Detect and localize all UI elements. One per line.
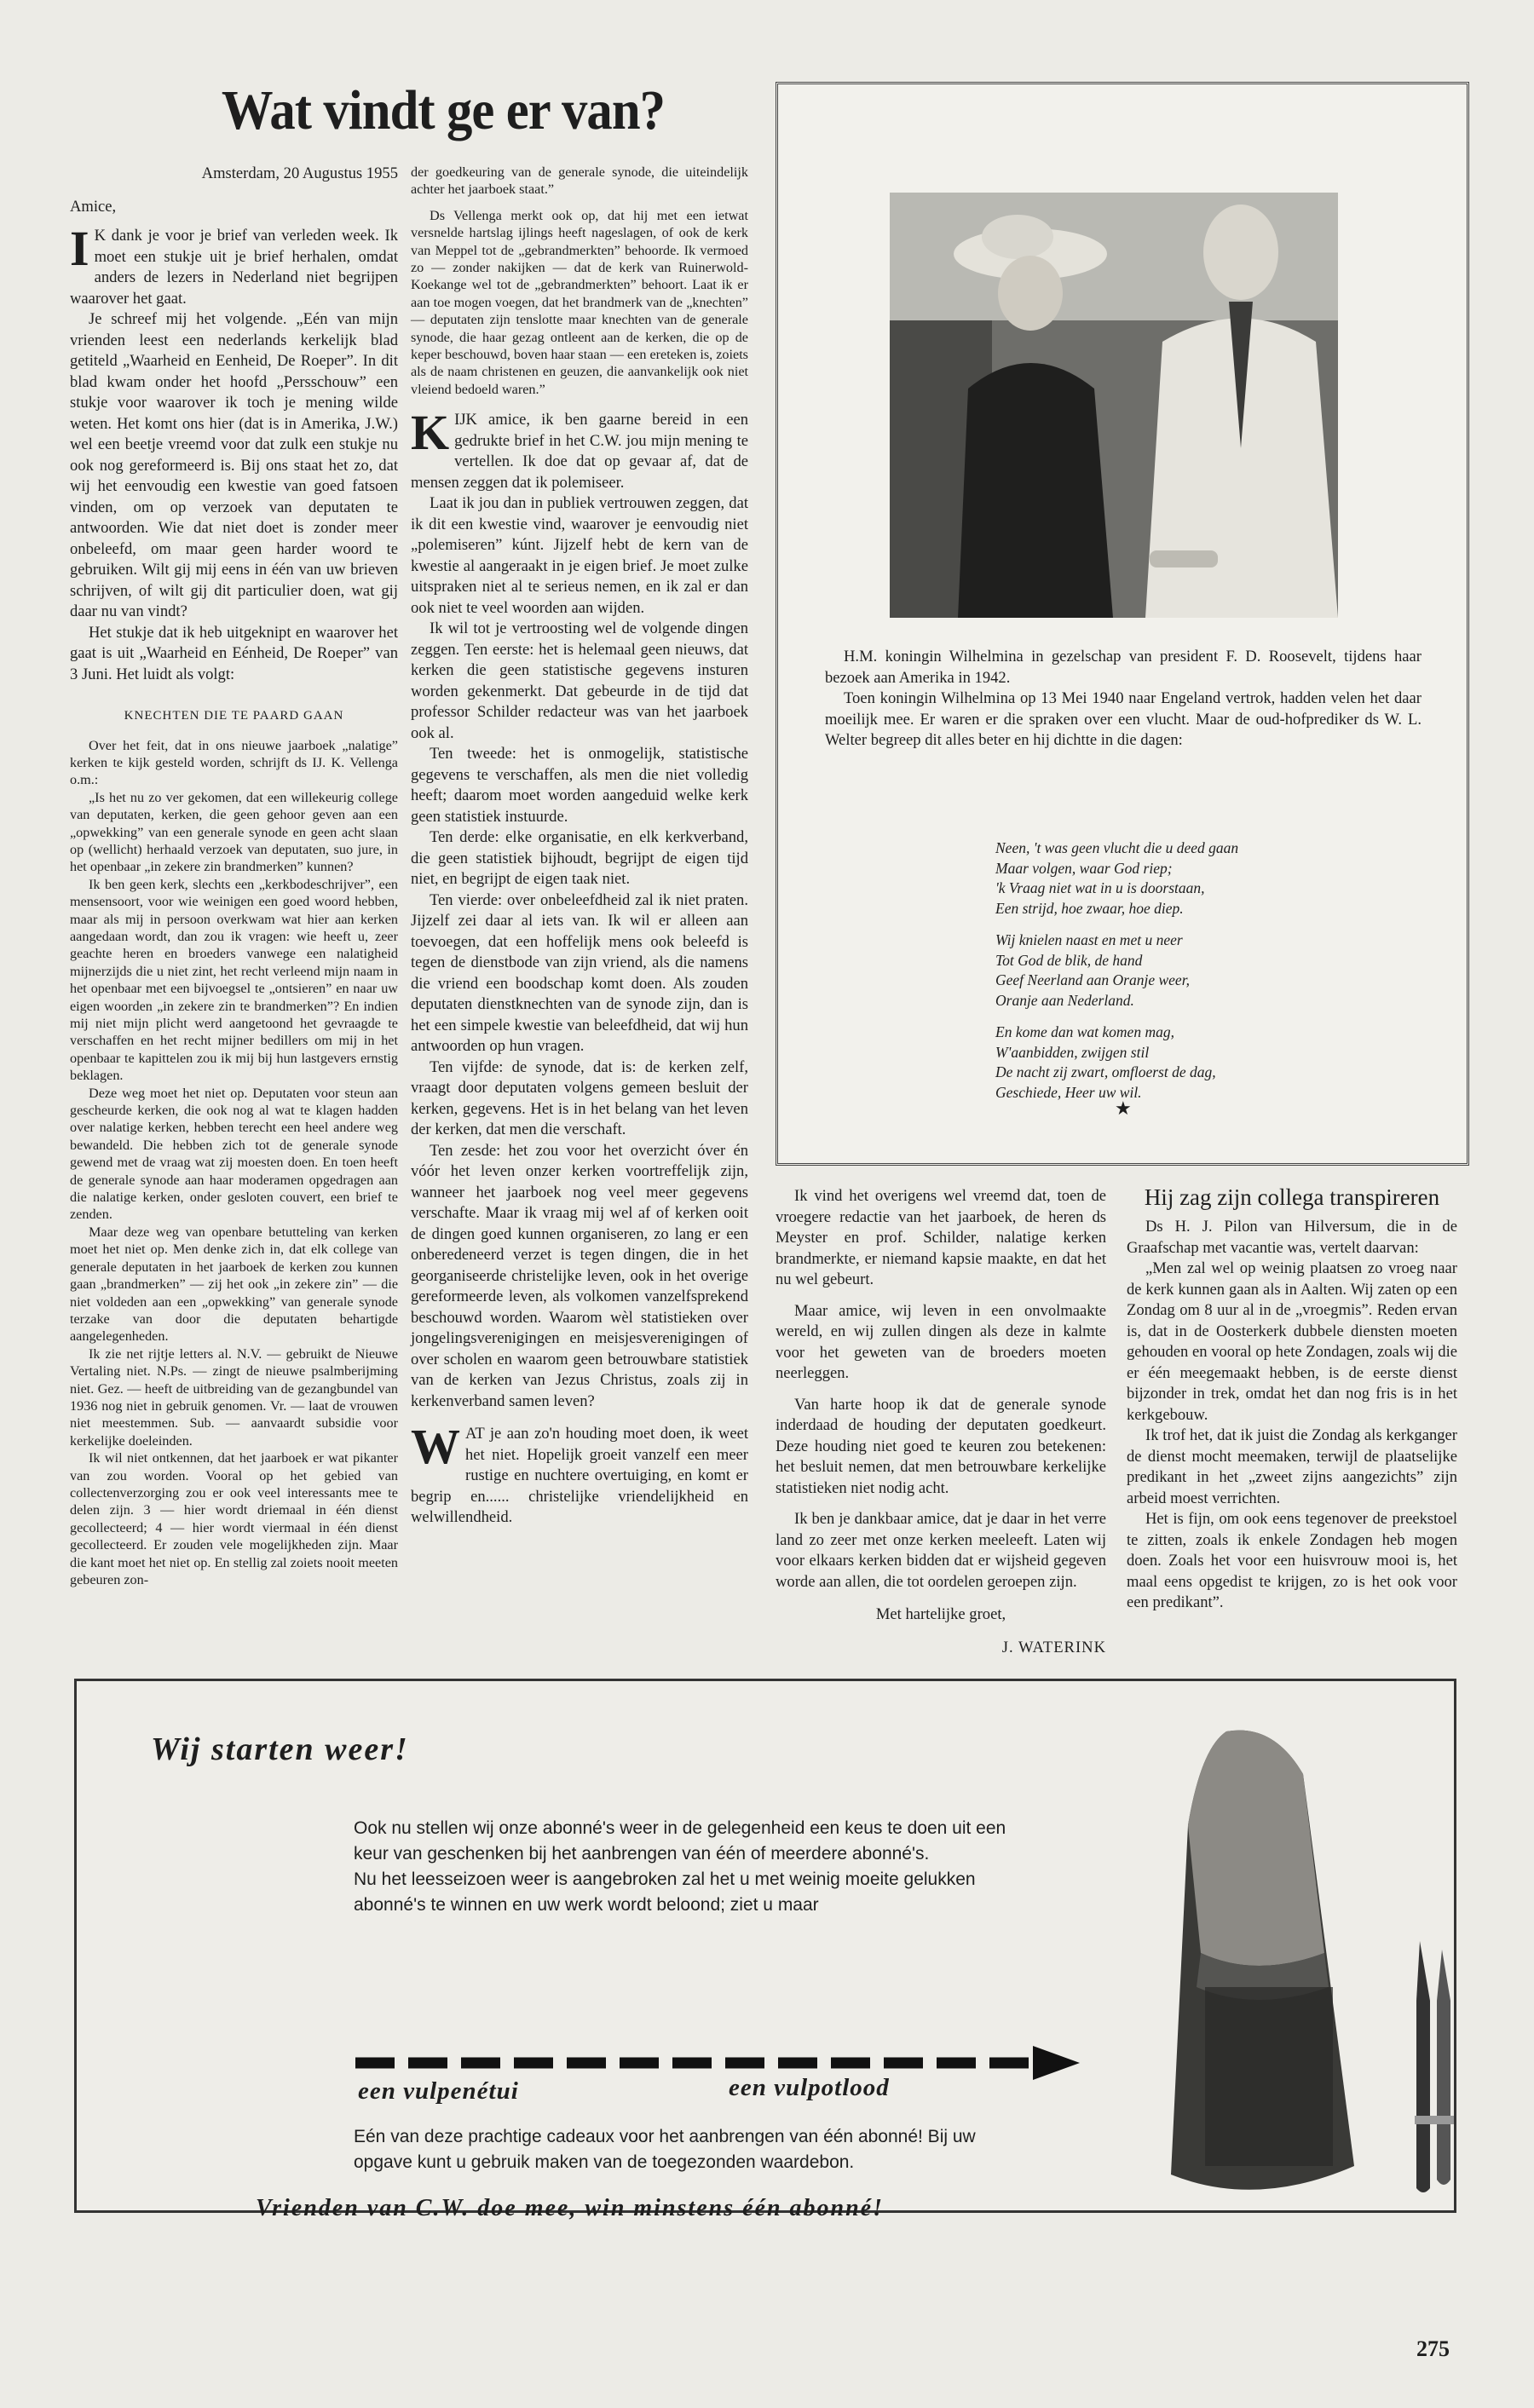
page-number: 275 bbox=[1416, 2336, 1450, 2361]
poem-line: Neen, 't was geen vlucht die u deed gaan bbox=[995, 839, 1239, 856]
quote-heading: KNECHTEN DIE TE PAARD GAAN bbox=[124, 709, 344, 723]
poem-line: Maar volgen, waar God riep; bbox=[995, 859, 1173, 877]
ad-slogan: Vrienden van C.W. doe mee, win minstens één abonné! bbox=[256, 2195, 884, 2221]
ad-paragraph: Nu het leesseizoen weer is aangebroken zal het u met weinig moeite gelukken abonné's te winnen en uw werk wordt beloond; ziet u maar bbox=[354, 1869, 976, 1915]
poem-line: Wij knielen naast en met u neer bbox=[995, 931, 1183, 948]
paragraph: Het is fijn, om ook eens tegenover de preekstoel te zitten, zoals ik enkele Zondagen heb mogen doen. Zoals het voor een huisvrouw mooi is, het maal eens opgedist te krijgen, zo is het ook voor een predikant”. bbox=[1127, 1510, 1457, 1611]
quote-paragraph: der goedkeuring van de generale synode, die uiteindelijk achter het jaarboek staat.” bbox=[411, 164, 748, 198]
poem-line: Geschiede, Heer uw wil. bbox=[995, 1083, 1142, 1101]
poem bbox=[995, 838, 1362, 1115]
drop-cap: W bbox=[411, 1419, 460, 1475]
paragraph: Ten vijfde: de synode, dat is: de kerken zelf, vraagt door deputaten volgens gemeen besluit der kerken, gegevens. Het is in het belang van het leven der kerken, dat men die verschaft. bbox=[411, 1057, 748, 1139]
poem-line: Tot God de blik, de hand bbox=[995, 951, 1143, 969]
mechanical-pencil-icon bbox=[1403, 1941, 1459, 2201]
caption-text: Toen koningin Wilhelmina op 13 Mei 1940 naar Engeland vertrok, hadden velen het daar moeilijk mee. Er waren er die spraken over een vlucht. Maar de oud-hofprediker ds W. L. Welter begreep dit alles beter en hij dichtte in die dagen: bbox=[825, 689, 1422, 749]
photo-wilhelmina-roosevelt bbox=[890, 193, 1338, 618]
paragraph: Je schreef mij het volgende. „Eén van mijn vrienden leest een nederlands kerkelijk blad getiteld „Waarheid en Eenheid, De Roeper”. In dit blad kwam onder het hoofd „Persschouw” een stukje voor waarover ik toch je mening wilde weten. Het komt ons hier (dat is in Amerika, J.W.) wel een beetje vreemd voor dat zulk een stukje nu ook nog gereformeerd is. Bij ons staat het zo, dat wij het eenvoudig een kwestie van goed fatsoen vinden, om op verzoek van deputaten te antwoorden. Wie dat niet doet is zonder meer onbeleefd, om maar geen harder woord te gebruiken. Wilt gij mij eens in één van uw brieven schrijven, of wilt gij dit particulier doen, wat gij daar nu van vindt? bbox=[70, 310, 398, 620]
paragraph: Ik wil tot je vertroosting wel de volgende dingen zeggen. Ten eerste: het is helemaal geen nieuws, dat kerken die geen statistische gegevens insturen worden gekenmerkt. Dat gebeurde in de tijd dat professor Schilder redacteur was van het jaarboek ook al. bbox=[411, 619, 748, 742]
paragraph: Ten zesde: het zou voor het overzicht óver én vóór het leven onzer kerken voortreffelijk zijn, wanneer het jaarboek nog veel meer gegevens verschafte. Maar ik vraag mij wel af of kerken ooit de dingen goed kunnen organiseren, zo lang er een onberedeneerd verzet is tegen dingen, die in het georganiseerde christelijke leven, ook in het overige gereformeerde leven, als volkomen vanzelfsprekend beschouwd worden. Waarom wèl statistieken over jongelingsverenigingen en meisjesverenigingen of over scholen en waarom geen betrouwbare statistiek van de kerken van Jezus Christus, zoals zij in kerkenverband samen leven? bbox=[411, 1141, 748, 1410]
ad-label-pencil: een vulpotlood bbox=[729, 2074, 890, 2101]
pen-case-icon bbox=[1154, 1723, 1367, 2203]
paragraph: Ten vierde: over onbeleefdheid zal ik niet praten. Jijzelf zei daar al iets van. Ik wil er alleen aan toevoegen, dat een hoffelijk mens ook beleefd is tegen de dienstbode van zijn vriend, als die namens die vriend een boodschap komt doen. Als zouden deputaten dienstknechten van de synode zijn, dan is het een simpele kwestie van beleefdheid, dat wij hun antwoorden op hun vragen. bbox=[411, 890, 748, 1056]
star-ornament: ★ bbox=[1115, 1098, 1132, 1120]
quote-paragraph: „Is het nu zo ver gekomen, dat een willekeurig college van deputaten, kerken, die geen gehoor geven aan een „opwekking” van een generale synode en geen acht slaan op (wellicht) herhaald verzoek van deputaten, suo jure, in het openbaar „in zekere zin brandmerken” kunnen? bbox=[70, 789, 398, 875]
ad-text bbox=[354, 1816, 1035, 1918]
caption-text: H.M. koningin Wilhelmina in gezelschap van president F. D. Roosevelt, tijdens haar bezoek aan Amerika in 1942. bbox=[825, 648, 1422, 687]
paragraph: Maar amice, wij leven in een onvolmaakte wereld, en wij zullen dingen als deze in kalmte voor het geweten van de broeders moeten neerleggen. bbox=[776, 1301, 1106, 1382]
photo-caption bbox=[825, 647, 1422, 752]
column-2 bbox=[411, 164, 748, 1646]
quote-paragraph: Ik zie net rijtje letters al. N.V. — gebruikt de Nieuwe Vertaling niet. N.Ps. — zingt de nieuwe psalmberijming niet. Gez. — heeft de uitbreiding van de gezangbundel van 1936 nog niet in gebruik genomen. Vr. — laat de vrouwen niet meestemmen. Sub. — aanvaardt subsidie voor kerkelijke doeleinden. bbox=[70, 1345, 398, 1449]
paragraph bbox=[411, 405, 748, 493]
paragraph bbox=[411, 1419, 748, 1529]
poem-line: De nacht zij zwart, omfloerst de dag, bbox=[995, 1063, 1216, 1080]
ad-text bbox=[354, 2124, 1035, 2175]
poem-line: Oranje aan Nederland. bbox=[995, 991, 1134, 1009]
paragraph: Ik ben je dankbaar amice, dat je daar in het verre land zo zeer met onze kerken meeleeft. Laten wij voor elkaars kerken bidden dat er wijsheid gegeven worde aan allen, die tot oordelen geroepen zijn. bbox=[776, 1510, 1106, 1591]
article-title: Wat vindt ge er van? bbox=[221, 79, 666, 141]
salutation: Amice, bbox=[70, 197, 117, 216]
quote-paragraph: Ds Vellenga merkt ook op, dat hij met een ietwat versnelde hartslag ijlings heeft nageslagen, of ook de kerk van Meppel tot de „gebrandmerkten” behoorde. Ik vermoed zo — zonder nakijken — dat de kerk van Ruinerwold-Koekange wel tot de „gebrandmerkten” behoort. Laat ik er aan toe mogen voegen, dat het brandmerk van de „knechten” — deputaten zijn tenslotte maar knechten van de generale synode, die haar gezag ontleent aan de kerken, die op de keper beschouwd, boven haar staan — een ereteken is, zoiets als de naam christenen en geuzen, die aanvankelijk ook niet vleiend bedoeld waren.” bbox=[411, 207, 748, 397]
drop-cap: I bbox=[70, 221, 89, 276]
dateline: Amsterdam, 20 Augustus 1955 bbox=[201, 164, 398, 182]
ad-label-pen-case: een vulpenétui bbox=[358, 2077, 519, 2105]
paragraph: Ik vind het overigens wel vreemd dat, toen de vroegere redactie van het jaarboek, de heren ds Meyster en prof. Schilder, nalatige kerken brandmerkte, er niemand kapsie maakte, en dat het nu wel gebeurt. bbox=[776, 1187, 1106, 1288]
paragraph: Laat ik jou dan in publiek vertrouwen zeggen, dat ik dit een kwestie vind, waarover je eenvoudig niet „polemiseren” kúnt. Jijzelf hebt de kern van de kwestie al aangeraakt in je eigen brief. Je moet zulke uitspraken niet al te serieus nemen, en ik zal er dan ook niet te veel woorden aan wijden. bbox=[411, 494, 748, 617]
quote-paragraph: Over het feit, dat in ons nieuwe jaarboek „nalatige” kerken te kijk gesteld worden, schrijft ds IJ. K. Vellenga o.m.: bbox=[70, 737, 398, 788]
poem-line: En kome dan wat komen mag, bbox=[995, 1023, 1174, 1040]
paragraph-text: K dank je voor je brief van verleden week. Ik moet een stukje uit je brief herhalen, omdat anders de lezers in Nederland niet begrijpen waarover het gaat. bbox=[70, 227, 398, 308]
poem-line: Geef Neerland aan Oranje weer, bbox=[995, 971, 1190, 988]
column-1 bbox=[70, 164, 398, 1646]
poem-line: 'k Vraag niet wat in u is doorstaan, bbox=[995, 879, 1205, 896]
poem-line: Een strijd, hoe zwaar, hoe diep. bbox=[995, 899, 1184, 917]
poem-stanza bbox=[995, 1023, 1362, 1103]
paragraph: Het stukje dat ik heb uitgeknipt en waarover het gaat is uit „Waarheid en Eénheid, De Roeper” van 3 Juni. Het luidt als volgt: bbox=[70, 623, 398, 683]
dashed-arrow-icon bbox=[355, 2046, 1080, 2080]
column-4 bbox=[1127, 1184, 1457, 1649]
paragraph: Ten tweede: het is onmogelijk, statistische gegevens te verschaffen, als men die niet volledig heeft; daarom moet worden aangeduid welke kerk geen statistiek instuurde. bbox=[411, 745, 748, 826]
poem-stanza bbox=[995, 930, 1362, 1011]
ad-heading: Wij starten weer! bbox=[151, 1731, 409, 1767]
ad-paragraph: Ook nu stellen wij onze abonné's weer in de gelegenheid een keus te doen uit een keur van geschenken bij het aanbrengen van één of meerdere abonné's. bbox=[354, 1818, 1006, 1864]
quote-paragraph: Ik wil niet ontkennen, dat het jaarboek er wat pikanter van zou worden. Vooral op het gebied van collectenverzorging zou er ook veel interessants mee te delen zijn. 3 — hier wordt driemaal in één dienst gecollecteerd; 4 — hier wordt viermaal in één dienst gecollecteerd. Er zouden vele mogelijkheden zijn. Maar die kant moet het niet op. En stellig zal zoiets nooit meeten gebeuren zon- bbox=[70, 1450, 398, 1587]
paragraph-text: IJK amice, ik ben gaarne bereid in een gedrukte brief in het C.W. jou mijn mening te vertellen. Ik doe dat op gevaar af, dat de mensen zeggen dat ik polemiseer. bbox=[411, 411, 748, 492]
paragraph: Ik trof het, dat ik juist die Zondag als kerkganger de dienst mocht meemaken, terwijl de plaatselijke predikant in het „zweet zijns aangezichts” zijn arbeid moest verrichten. bbox=[1127, 1426, 1457, 1507]
paragraph: Ten derde: elke organisatie, en elk kerkverband, die geen statistiek bijhoudt, begrijpt de eigen tijd niet, en begrijpt de eigen taak niet. bbox=[411, 828, 748, 889]
signature: J. WATERINK bbox=[1001, 1638, 1106, 1656]
paragraph: Ds H. J. Pilon van Hilversum, die in de Graafschap met vacantie was, vertelt daarvan: bbox=[1127, 1218, 1457, 1257]
quote-paragraph: Maar deze weg van openbare betutteling van kerken moet het niet op. Men denke zich in, dat elk college van generale deputaten in het jaarboek de kerken zou kunnen gaan „brandmerken” — zij het ook „in zekere zin” — die niet voldeden aan een „opwekking” van generale synode terzake van door die deputaten behartigde aangelegenheden. bbox=[70, 1224, 398, 1345]
paragraph: „Men zal wel op weinig plaatsen zo vroeg naar de kerk kunnen gaan als in Aalten. Wij zaten op een Zondag om 8 uur al in de „vroegmis”. Reden ervan is, dat in de Oosterkerk dubbele diensten moeten gehouden en vooral op hete Zondagen, zoals wij die er één meegemaakt hebben, is de eerste dienst bijzonder in trek, omdat het dan nog fris is in het kerkgebouw. bbox=[1127, 1259, 1457, 1424]
poem-line: W'aanbidden, zwijgen stil bbox=[995, 1043, 1150, 1061]
sidebar-article-title: Hij zag zijn collega transpireren bbox=[1144, 1184, 1440, 1210]
greeting: Met hartelijke groet, bbox=[875, 1605, 1006, 1623]
quote-paragraph: Deze weg moet het niet op. Deputaten voor steun aan gescheurde kerken, die ook nog al wat te klagen hadden over nalatige kerken, hebben terecht een heel andere weg bewandeld. Die hebben zich tot de generale synode gewend met de vraag wat zij moesten doen. En toen heeft de generale synode aan haar moderamen opgedragen aan die nalatige kerken, onder gesloten couvert, een brief te zenden. bbox=[70, 1085, 398, 1223]
quote-paragraph: Ik ben geen kerk, slechts een „kerkbodeschrijver”, een mensensoort, voor wie weinigen een goed woord hebben, maar als mij in persoon overkwam wat hier aan kerken aangedaan wordt, dan zou ik vragen: wie heeft u, zeer geachte heren en broeders vanwege een nalatigheid mijnerzijds die u niet zint, het recht verleend mijn naam in het openbaar met een bijvoegsel te „ontsieren” en naar uw eigen woorden „in zekere zin te brandmerken”? En indien mij niet mijn plicht werd aangetoond het gevraagde te verschaffen en het recht mijner bedillers om mij in het openbaar te kapittelen zou ik mij bij hun lastgevers ernstig beklagen. bbox=[70, 876, 398, 1084]
photo-box bbox=[776, 82, 1469, 1166]
ad-paragraph: Eén van deze prachtige cadeaux voor het aanbrengen van één abonné! Bij uw opgave kunt u gebruik maken van de toegezonden waardebon. bbox=[354, 2127, 976, 2172]
paragraph: Van harte hoop ik dat de generale synode inderdaad de houding der deputaten goedkeurt. Deze houding niet goed te keuren zou betekenen: het besluit nemen, dat men betrouwbare kerkelijke statistieken niet nodig acht. bbox=[776, 1395, 1106, 1497]
column-3 bbox=[776, 1186, 1106, 1656]
paragraph bbox=[70, 221, 398, 309]
photo-illustration bbox=[890, 193, 1338, 618]
paragraph-text: AT je aan zo'n houding moet doen, ik weet het niet. Hopelijk groeit vanzelf een meer rustige en nuchtere overtuiging, en komt er begrip en...... christelijke vriendelijkheid en welwillendheid. bbox=[411, 1425, 748, 1527]
drop-cap: K bbox=[411, 405, 450, 461]
poem-stanza bbox=[995, 838, 1362, 919]
advertisement bbox=[74, 1679, 1456, 2221]
